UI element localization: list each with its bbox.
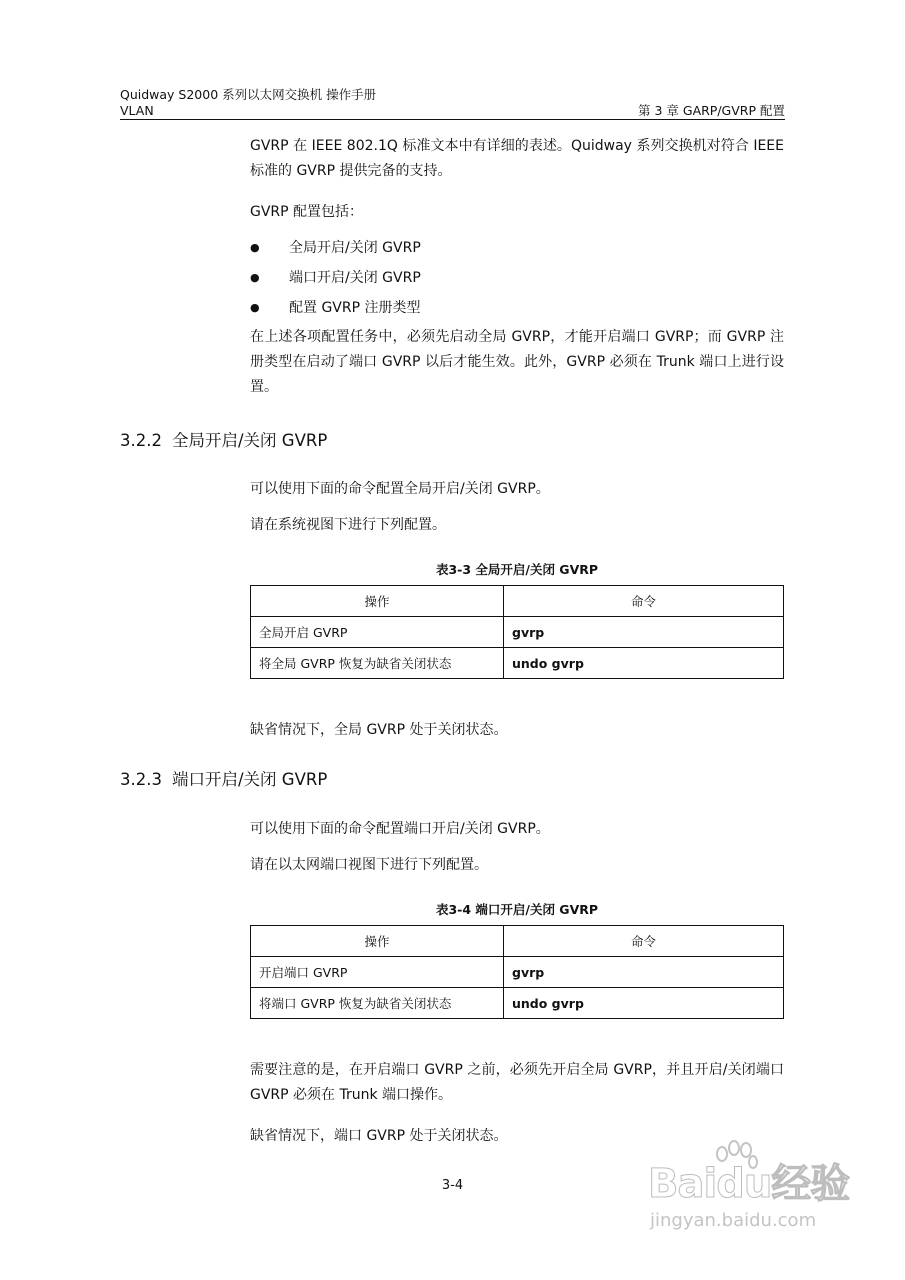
- table-caption-3-4: 表3-4 端口开启/关闭 GVRP: [435, 902, 599, 917]
- bullet-item: [250, 268, 421, 288]
- watermark-logo: Baidu经验: [648, 1161, 850, 1207]
- table-row: [251, 957, 784, 988]
- intro-paragraph-1: GVRP 在 IEEE 802.1Q 标准文本中有详细的表述。Quidway 系列交换机对符合 IEEE 标准的 GVRP 提供完备的支持。: [250, 138, 784, 179]
- section-title: 全局开启/关闭 GVRP: [171, 431, 328, 450]
- page-number: 3-4: [441, 1178, 464, 1193]
- table-row: [251, 648, 784, 679]
- table-cell-operation: 全局开启 GVRP: [251, 617, 504, 648]
- bullet-item: [250, 238, 421, 258]
- section-number: 3.2.2: [120, 431, 162, 450]
- table-row: [251, 988, 784, 1019]
- table-header-cell: 命令: [504, 586, 784, 617]
- bullet-dot-icon: ●: [250, 301, 260, 314]
- section-number: 3.2.3: [120, 770, 162, 789]
- header-rule: [120, 119, 785, 120]
- table-cell-operation: 将端口 GVRP 恢复为缺省关闭状态: [251, 988, 504, 1019]
- section-322-note: 缺省情况下，全局 GVRP 处于关闭状态。: [250, 722, 508, 738]
- table-header-cell: 命令: [504, 926, 784, 957]
- table-3-4: [250, 925, 784, 1019]
- bullet-text: 端口开启/关闭 GVRP: [289, 270, 421, 286]
- section-323-note-2: 缺省情况下，端口 GVRP 处于关闭状态。: [250, 1128, 508, 1144]
- section-heading-3-2-3: [120, 769, 327, 791]
- table-header-cell: 操作: [251, 926, 504, 957]
- table-header-cell: 操作: [251, 586, 504, 617]
- section-323-paragraph-1: 可以使用下面的命令配置端口开启/关闭 GVRP。: [250, 821, 550, 837]
- table-cell-operation: 开启端口 GVRP: [251, 957, 504, 988]
- section-323-note-1: 需要注意的是，在开启端口 GVRP 之前，必须先开启全局 GVRP，并且开启/关闭端口 GVRP 必须在 Trunk 端口操作。: [250, 1062, 784, 1103]
- section-322-paragraph-1: 可以使用下面的命令配置全局开启/关闭 GVRP。: [250, 481, 550, 497]
- table-caption-3-3: 表3-3 全局开启/关闭 GVRP: [435, 562, 599, 577]
- watermark-url: jingyan.baidu.com: [650, 1210, 817, 1231]
- section-heading-3-2-2: [120, 430, 327, 452]
- bullet-dot-icon: ●: [250, 271, 260, 284]
- header-manual-title-text: Quidway S2000 系列以太网交换机 操作手册: [120, 87, 377, 102]
- table-cell-operation: 将全局 GVRP 恢复为缺省关闭状态: [251, 648, 504, 679]
- table-header-row: [251, 926, 784, 957]
- table-cell-command: gvrp: [504, 617, 784, 648]
- baidu-watermark: [648, 1140, 878, 1240]
- table-row: [251, 617, 784, 648]
- table-3-3: [250, 585, 784, 679]
- bullet-text: 配置 GVRP 注册类型: [289, 300, 421, 316]
- header-chapter-line: [120, 103, 785, 118]
- section-323-paragraph-2: 请在以太网端口视图下进行下列配置。: [250, 857, 488, 873]
- intro-paragraph-2: GVRP 配置包括：: [250, 204, 364, 220]
- intro-paragraph-3: 在上述各项配置任务中，必须先启动全局 GVRP，才能开启端口 GVRP；而 GVRP 注册类型在启动了端口 GVRP 以后才能生效。此外，GVRP 必须在 Trunk 端口上进行设置。: [250, 329, 784, 395]
- header-chapter: 第 3 章 GARP/GVRP 配置: [638, 103, 785, 118]
- header-manual-title: [120, 87, 785, 102]
- bullet-text: 全局开启/关闭 GVRP: [289, 240, 421, 256]
- table-cell-command: undo gvrp: [504, 988, 784, 1019]
- table-header-row: [251, 586, 784, 617]
- table-cell-command: gvrp: [504, 957, 784, 988]
- header-section: VLAN: [120, 103, 154, 118]
- table-cell-command: undo gvrp: [504, 648, 784, 679]
- section-title: 端口开启/关闭 GVRP: [171, 770, 328, 789]
- bullet-dot-icon: ●: [250, 241, 260, 254]
- bullet-item: [250, 298, 421, 318]
- section-322-paragraph-2: 请在系统视图下进行下列配置。: [250, 517, 446, 533]
